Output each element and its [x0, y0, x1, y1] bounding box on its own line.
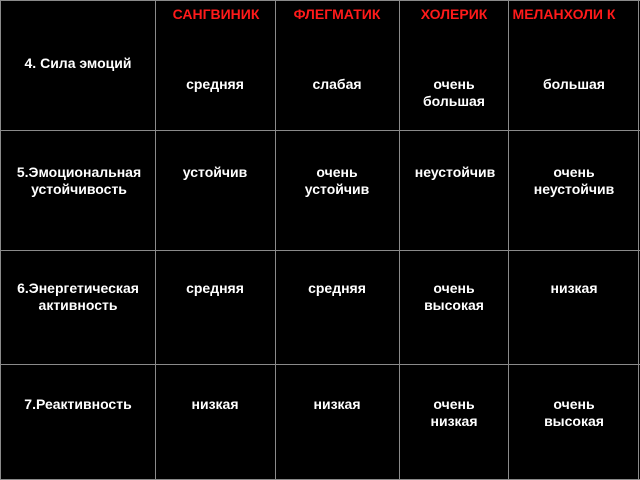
table-cell: низкая — [313, 396, 361, 412]
table-cell: низкая — [191, 396, 239, 412]
grid-line — [0, 250, 640, 251]
table-cell: средняя — [186, 76, 244, 92]
column-header-melancholic: МЕЛАНХОЛИ К — [512, 6, 616, 22]
table-cell: низкая — [550, 280, 598, 296]
table-cell: средняя — [186, 280, 244, 296]
row-label: 5.Эмоциональная устойчивость — [16, 164, 142, 197]
table-cell: очень высокая — [544, 396, 604, 429]
grid-line — [638, 0, 639, 480]
column-header-phlegmatic: ФЛЕГМАТИК — [293, 6, 381, 22]
grid-line — [0, 0, 640, 1]
grid-line — [0, 130, 640, 131]
grid-line — [399, 0, 400, 480]
table-cell: очень высокая — [424, 280, 484, 313]
table-cell: слабая — [312, 76, 362, 92]
table-cell: очень неустойчив — [533, 164, 615, 197]
column-header-sanguine: САНГВИНИК — [172, 6, 260, 22]
grid-line — [508, 0, 509, 480]
grid-line — [0, 0, 1, 480]
grid-line — [155, 0, 156, 480]
column-header-choleric: ХОЛЕРИК — [420, 6, 488, 22]
table-cell: очень низкая — [430, 396, 478, 429]
table-cell: очень большая — [423, 76, 485, 109]
row-label: 4. Сила эмоций — [24, 55, 132, 71]
row-label: 7.Реактивность — [24, 396, 132, 412]
grid-line — [0, 364, 640, 365]
table-cell: средняя — [308, 280, 366, 296]
table-cell: устойчив — [182, 164, 248, 180]
table-cell: большая — [543, 76, 605, 92]
row-label: 6.Энергетическая активность — [17, 280, 139, 313]
table-cell: неустойчив — [414, 164, 496, 180]
table-cell: очень устойчив — [304, 164, 370, 197]
